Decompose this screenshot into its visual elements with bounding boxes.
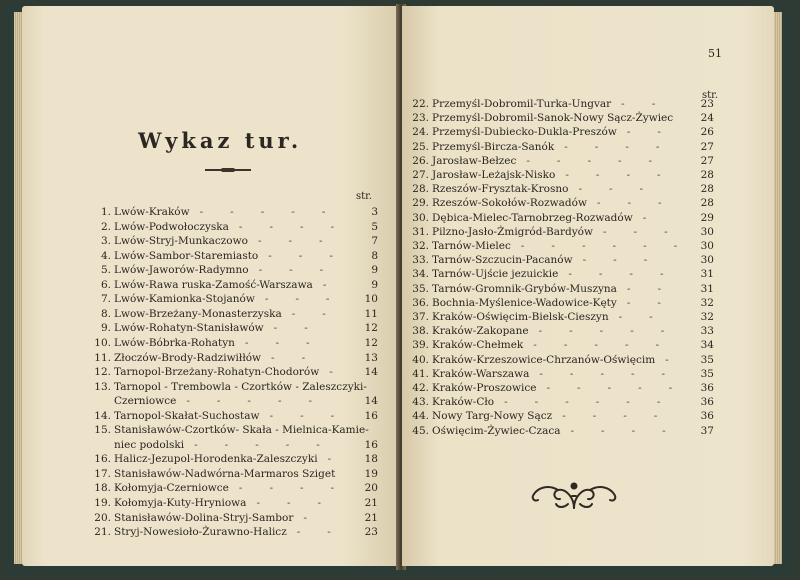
- toc-entry: [84, 467, 382, 481]
- toc-entry-title: Nowy Targ-Nowy Sącz: [432, 410, 553, 423]
- toc-entry: [84, 234, 382, 248]
- toc-entry-number: 41.: [412, 367, 429, 380]
- toc-entry-number: 3.: [100, 235, 111, 248]
- leader-dots: - - -: [602, 225, 670, 238]
- toc-entry-title: Dębica-Mielec-Tarnobrzeg-Rozwadów: [432, 211, 633, 224]
- toc-entry: [402, 154, 718, 168]
- leader-dots: - - - -: [238, 482, 337, 495]
- toc-entry-number: 10.: [94, 336, 111, 349]
- toc-entry-page: 18: [364, 453, 378, 466]
- leader-dots: - - - - -: [186, 395, 315, 408]
- toc-entry-title: Halicz-Jezupol-Horodenka-Zaleszczyki: [114, 453, 318, 466]
- toc-entry: [402, 253, 718, 267]
- toc-entry: [402, 182, 718, 196]
- toc-entry-page: 26: [700, 126, 714, 139]
- toc-entry: [84, 351, 382, 365]
- toc-entry-page: 29: [700, 211, 714, 224]
- toc-entry-page: 12: [364, 336, 378, 349]
- toc-entry-number: 5.: [100, 264, 111, 277]
- toc-entry-title: Jarosław-Bełzec: [432, 154, 517, 167]
- toc-entry-number: 33.: [412, 254, 429, 267]
- toc-entry-page: 13: [364, 351, 378, 364]
- toc-entry-number: 30.: [412, 211, 429, 224]
- toc-entry-number: 34.: [412, 268, 429, 281]
- toc-entry: [402, 324, 718, 338]
- toc-entry-title: Lwów-Stryj-Munkaczowo: [114, 235, 248, 248]
- leader-dots: - - - -: [564, 140, 662, 153]
- toc-entry-page: 14: [364, 395, 378, 408]
- page-edges-left: [14, 12, 22, 564]
- leader-dots: - - - -: [570, 424, 668, 437]
- toc-entry-page: 28: [700, 183, 714, 196]
- leader-dots: - - - - -: [526, 154, 655, 167]
- toc-entry-title: Tarnów-Ujście jezuickie: [432, 268, 559, 281]
- toc-entry-number: 22.: [412, 98, 429, 110]
- toc-entry-title: Kołomyja-Czerniowce: [114, 482, 229, 495]
- leader-dots: - -: [271, 351, 308, 364]
- toc-entry-number: 29.: [412, 197, 429, 210]
- toc-entry: [84, 336, 382, 350]
- toc-entry-page: 23: [700, 98, 714, 110]
- toc-entry-title: Lwów-Rawa ruska-Zamość-Warszawa: [114, 278, 313, 291]
- toc-entry-title: Tarnów-Szczucin-Pacanów: [432, 254, 573, 267]
- toc-entry: [84, 365, 382, 379]
- toc-entry: [84, 292, 382, 306]
- toc-entry-title: Stanisławów-Czortków- Skała - Mielnica-Kamie-: [114, 424, 369, 437]
- toc-entry: [402, 196, 718, 210]
- toc-entry-number: 7.: [100, 293, 111, 306]
- toc-entry: [84, 409, 382, 423]
- page-edges-right: [774, 12, 782, 564]
- title-divider: [205, 169, 251, 171]
- toc-entry-number: 45.: [412, 424, 429, 437]
- toc-entry-page: 36: [700, 410, 714, 423]
- toc-entry-title: Lwów-Bóbrka-Rohatyn: [114, 336, 235, 349]
- toc-entry-title: Kraków-Oświęcim-Bielsk-Cieszyn: [432, 311, 609, 323]
- leader-dots: - - - - - -: [504, 396, 663, 409]
- toc-entry-number: 23.: [412, 112, 429, 125]
- toc-entry: [402, 353, 718, 367]
- toc-entry-number: 43.: [412, 396, 429, 409]
- toc-entry-number: 13.: [94, 380, 111, 393]
- toc-entry-number: 27.: [412, 169, 429, 181]
- toc-entry-page: 27: [700, 154, 714, 167]
- left-page: [22, 6, 400, 566]
- toc-entry-page: 30: [700, 240, 714, 252]
- toc-entry: [84, 496, 382, 510]
- toc-entry-number: 31.: [412, 225, 429, 238]
- toc-entry-page: 5: [371, 220, 378, 233]
- toc-entry: [84, 205, 382, 219]
- leader-dots: - - -: [256, 497, 324, 509]
- leader-dots: - - - -: [568, 268, 666, 281]
- toc-entry-number: 32.: [412, 240, 429, 252]
- toc-entry-title: Kraków-Warszawa: [432, 367, 530, 380]
- toc-entry-number: 24.: [412, 126, 429, 139]
- page-number: 51: [708, 47, 722, 60]
- toc-entry-page: 23: [364, 526, 378, 539]
- toc-entry-page: 19: [364, 467, 378, 480]
- toc-entry-page: 36: [700, 382, 714, 394]
- toc-entry-title: Lwów-Sambor-Staremiasto: [114, 249, 259, 262]
- toc-entry-title: Bochnia-Myślenice-Wadowice-Kęty: [432, 296, 617, 309]
- toc-entry: [402, 97, 718, 111]
- ornament-flourish: [528, 478, 620, 514]
- leader-dots: - - -: [268, 249, 335, 262]
- toc-entry-number: 25.: [412, 140, 429, 153]
- toc-entry-number: 8.: [100, 307, 111, 320]
- toc-entry-number: 15.: [94, 424, 111, 437]
- toc-entry: [402, 338, 718, 352]
- toc-entry-page: 9: [371, 278, 378, 291]
- toc-entry-page: 28: [700, 197, 714, 210]
- toc-entry-title: Czerniowce: [114, 395, 177, 408]
- toc-entry-page: 28: [700, 169, 714, 181]
- toc-entry-title: Rzeszów-Frysztak-Krosno: [432, 183, 569, 196]
- leader-dots: -: [642, 211, 649, 224]
- toc-entry: [402, 168, 718, 182]
- toc-entry-number: 44.: [412, 410, 429, 423]
- leader-dots: - -: [273, 322, 310, 335]
- leader-dots: - - - - -: [199, 206, 328, 218]
- leader-dots: - -: [626, 296, 663, 309]
- toc-entry-page: 12: [364, 322, 378, 335]
- toc-entry-page: 7: [371, 235, 378, 248]
- leader-dots: - - - - -: [539, 367, 668, 380]
- toc-entry-number: 39.: [412, 339, 429, 352]
- leader-dots: - -: [626, 282, 664, 295]
- toc-entry-title: Lwów-Kamionka-Stojanów: [114, 293, 255, 306]
- toc-entry-title: Tarnopol-Skałat-Suchostaw: [114, 409, 260, 422]
- toc-entry-number: 16.: [94, 453, 111, 466]
- leader-dots: -: [665, 353, 671, 366]
- leader-dots: - - -: [578, 183, 646, 196]
- toc-entry: [84, 511, 382, 525]
- leader-dots: - - -: [258, 264, 326, 277]
- leader-dots: - - - - - -: [520, 240, 680, 252]
- toc-entry-page: 10: [364, 293, 378, 306]
- toc-entry: [402, 381, 718, 395]
- toc-entry-page: 31: [700, 268, 714, 281]
- toc-entry-number: 17.: [94, 467, 111, 480]
- leader-dots: - - -: [264, 293, 332, 306]
- toc-entry: [402, 140, 718, 154]
- page-title: Wykaz tur.: [138, 128, 303, 153]
- right-page: [402, 6, 774, 566]
- toc-entry-title: Złoczów-Brody-Radziwiłłów: [114, 351, 262, 364]
- toc-entry-title: Lwów-Podwołoczyska: [114, 220, 229, 233]
- leader-dots: -: [329, 366, 335, 379]
- leader-dots: - - - -: [562, 410, 660, 423]
- leader-dots: - - - - -: [546, 382, 675, 394]
- toc-entry-title: Lwów-Kraków: [114, 206, 190, 218]
- toc-entry-number: 21.: [94, 526, 111, 539]
- toc-entry-page: 35: [700, 367, 714, 380]
- toc-entry-page: 37: [700, 424, 714, 437]
- toc-entry-page: 9: [371, 264, 378, 277]
- toc-entry-number: 36.: [412, 296, 429, 309]
- leader-dots: - - -: [244, 336, 312, 349]
- toc-entry-number: 18.: [94, 482, 111, 495]
- toc-entry-page: 27: [700, 140, 714, 153]
- toc-entry: [84, 438, 382, 452]
- toc-entry-page: 24: [700, 112, 714, 125]
- toc-entry-number: 4.: [100, 249, 111, 262]
- leader-dots: - -: [618, 311, 655, 323]
- toc-entry: [402, 267, 718, 281]
- toc-entry-title: Kraków-Zakopane: [432, 325, 529, 338]
- toc-entry-number: 12.: [94, 366, 111, 379]
- toc-entry-title: Kołomyja-Kuty-Hryniowa: [114, 497, 247, 509]
- toc-entry: [402, 367, 718, 381]
- toc-entry-number: 19.: [94, 497, 111, 509]
- leader-dots: - - -: [257, 235, 325, 248]
- toc-entry: [402, 239, 718, 253]
- leader-dots: - -: [626, 126, 663, 139]
- toc-entry-page: 36: [700, 396, 714, 409]
- toc-entry-page: 32: [700, 296, 714, 309]
- toc-entry-title: Przemyśl-Dobromil-Sanok-Nowy Sącz-Żywiec: [432, 112, 674, 125]
- toc-entry-title: Przemyśl-Dobromil-Turka-Ungvar: [432, 98, 612, 110]
- leader-dots: - - - - -: [538, 325, 667, 338]
- toc-entry-page: 32: [700, 311, 714, 323]
- leader-dots: - -: [296, 526, 333, 539]
- page-column-label: str.: [356, 191, 373, 202]
- leader-dots: - - - - -: [533, 339, 662, 352]
- page-column-label: str.: [702, 90, 719, 101]
- leader-dots: - -: [291, 307, 328, 320]
- toc-entry-title: Kraków-Proszowice: [432, 382, 537, 394]
- toc-entry-title: Przemyśl-Bircza-Sanók: [432, 140, 555, 153]
- toc-entry: [84, 263, 382, 277]
- toc-entry-page: 30: [700, 225, 714, 238]
- toc-entry-title: Kraków-Cło: [432, 396, 495, 409]
- toc-entry-title: Przemyśl-Dubiecko-Dukla-Preszów: [432, 126, 617, 139]
- toc-entry-number: 37.: [412, 311, 429, 323]
- toc-entry: [402, 125, 718, 139]
- toc-entry: [84, 394, 382, 408]
- leader-dots: - -: [621, 98, 658, 110]
- toc-entry-title: Pilzno-Jasło-Żmigród-Bardyów: [432, 225, 593, 238]
- toc-entry: [402, 282, 718, 296]
- leader-dots: - - -: [582, 254, 650, 267]
- toc-entry-title: Jarosław-Leżajsk-Nisko: [432, 169, 556, 181]
- toc-entry: [84, 307, 382, 321]
- leader-dots: -: [303, 511, 309, 524]
- toc-entry-page: 33: [700, 325, 714, 338]
- toc-entry-page: 16: [364, 409, 378, 422]
- toc-entry: [84, 481, 382, 495]
- toc-entry-title: Rzeszów-Sokołów-Rozwadów: [432, 197, 587, 210]
- toc-entry-title: Stanisławów-Nadwórna-Marmaros Sziget: [114, 467, 336, 480]
- leader-dots: - - - - -: [194, 438, 322, 451]
- toc-entry-page: 8: [371, 249, 378, 262]
- toc-entry-number: 26.: [412, 154, 429, 167]
- toc-entry: [402, 111, 718, 125]
- toc-entry: [402, 211, 718, 225]
- toc-entry: [84, 423, 382, 437]
- toc-entry-number: 11.: [94, 351, 111, 364]
- toc-entry-title: Oświęcim-Żywiec-Czaca: [432, 424, 561, 437]
- leader-dots: -: [322, 278, 329, 291]
- toc-entry-number: 20.: [94, 511, 111, 524]
- toc-entry-page: 30: [700, 254, 714, 267]
- toc-entry: [402, 225, 718, 239]
- toc-entry: [84, 220, 382, 234]
- toc-entry: [402, 424, 718, 438]
- toc-entry-title: Kraków-Krzeszowice-Chrzanów-Oświęcim: [432, 353, 656, 366]
- toc-entry-page: 21: [364, 497, 378, 509]
- toc-entry-title: Stanisławów-Dolina-Stryj-Sambor: [114, 511, 294, 524]
- toc-entry-title: niec podolski: [114, 438, 185, 451]
- toc-entry-page: 3: [371, 206, 378, 218]
- toc-entry-number: 9.: [100, 322, 111, 335]
- toc-entry-title: Tarnów-Mielec: [432, 240, 511, 252]
- toc-entry: [402, 310, 718, 324]
- toc-entry-number: 40.: [412, 353, 429, 366]
- leader-dots: - - - -: [238, 220, 337, 233]
- toc-entry-number: 6.: [100, 278, 111, 291]
- toc-entry-title: Tarnopol-Brzeżany-Rohatyn-Chodorów: [114, 366, 320, 379]
- leader-dots: - - -: [596, 197, 664, 210]
- toc-entry-number: 28.: [412, 183, 429, 196]
- toc-entry-number: 1.: [100, 206, 111, 218]
- toc-entry-title: Kraków-Chełmek: [432, 339, 524, 352]
- toc-entry-title: Tarnów-Gromnik-Grybów-Muszyna: [432, 282, 617, 295]
- toc-entry-page: 16: [364, 438, 378, 451]
- toc-entry-number: 2.: [100, 220, 111, 233]
- toc-entry: [84, 380, 382, 394]
- toc-entry-title: Lwow-Brzeżany-Monasterzyska: [114, 307, 282, 320]
- toc-entry-page: 14: [364, 366, 378, 379]
- toc-entry-page: 34: [700, 339, 714, 352]
- toc-entry: [84, 249, 382, 263]
- toc-entry: [402, 395, 718, 409]
- leader-dots: -: [327, 453, 334, 466]
- leader-dots: - - -: [269, 409, 337, 422]
- toc-entry-page: 11: [364, 307, 378, 320]
- toc-entry-page: 35: [700, 353, 714, 366]
- toc-entry: [84, 525, 382, 539]
- toc-entry: [84, 452, 382, 466]
- toc-entry-number: 42.: [412, 382, 429, 394]
- leader-dots: - - - -: [565, 169, 663, 181]
- toc-entry-number: 38.: [412, 325, 429, 338]
- toc-entry-page: 31: [700, 282, 714, 295]
- toc-entry-number: 35.: [412, 282, 429, 295]
- toc-entry-title: Lwów-Jaworów-Radymno: [114, 264, 249, 277]
- toc-entry: [84, 278, 382, 292]
- toc-entry-title: Stryj-Nowesioło-Żurawno-Halicz: [114, 526, 287, 539]
- toc-entry-page: 21: [364, 511, 378, 524]
- toc-entry: [402, 409, 718, 423]
- toc-entry-title: Lwów-Rohatyn-Stanisławów: [114, 322, 264, 335]
- toc-entry: [84, 321, 382, 335]
- toc-entry-number: 14.: [94, 409, 111, 422]
- toc-entry: [402, 296, 718, 310]
- toc-entry-title: Tarnopol - Trembowla - Czortków - Zaleszczyki-: [114, 380, 367, 393]
- toc-entry-page: 20: [364, 482, 378, 495]
